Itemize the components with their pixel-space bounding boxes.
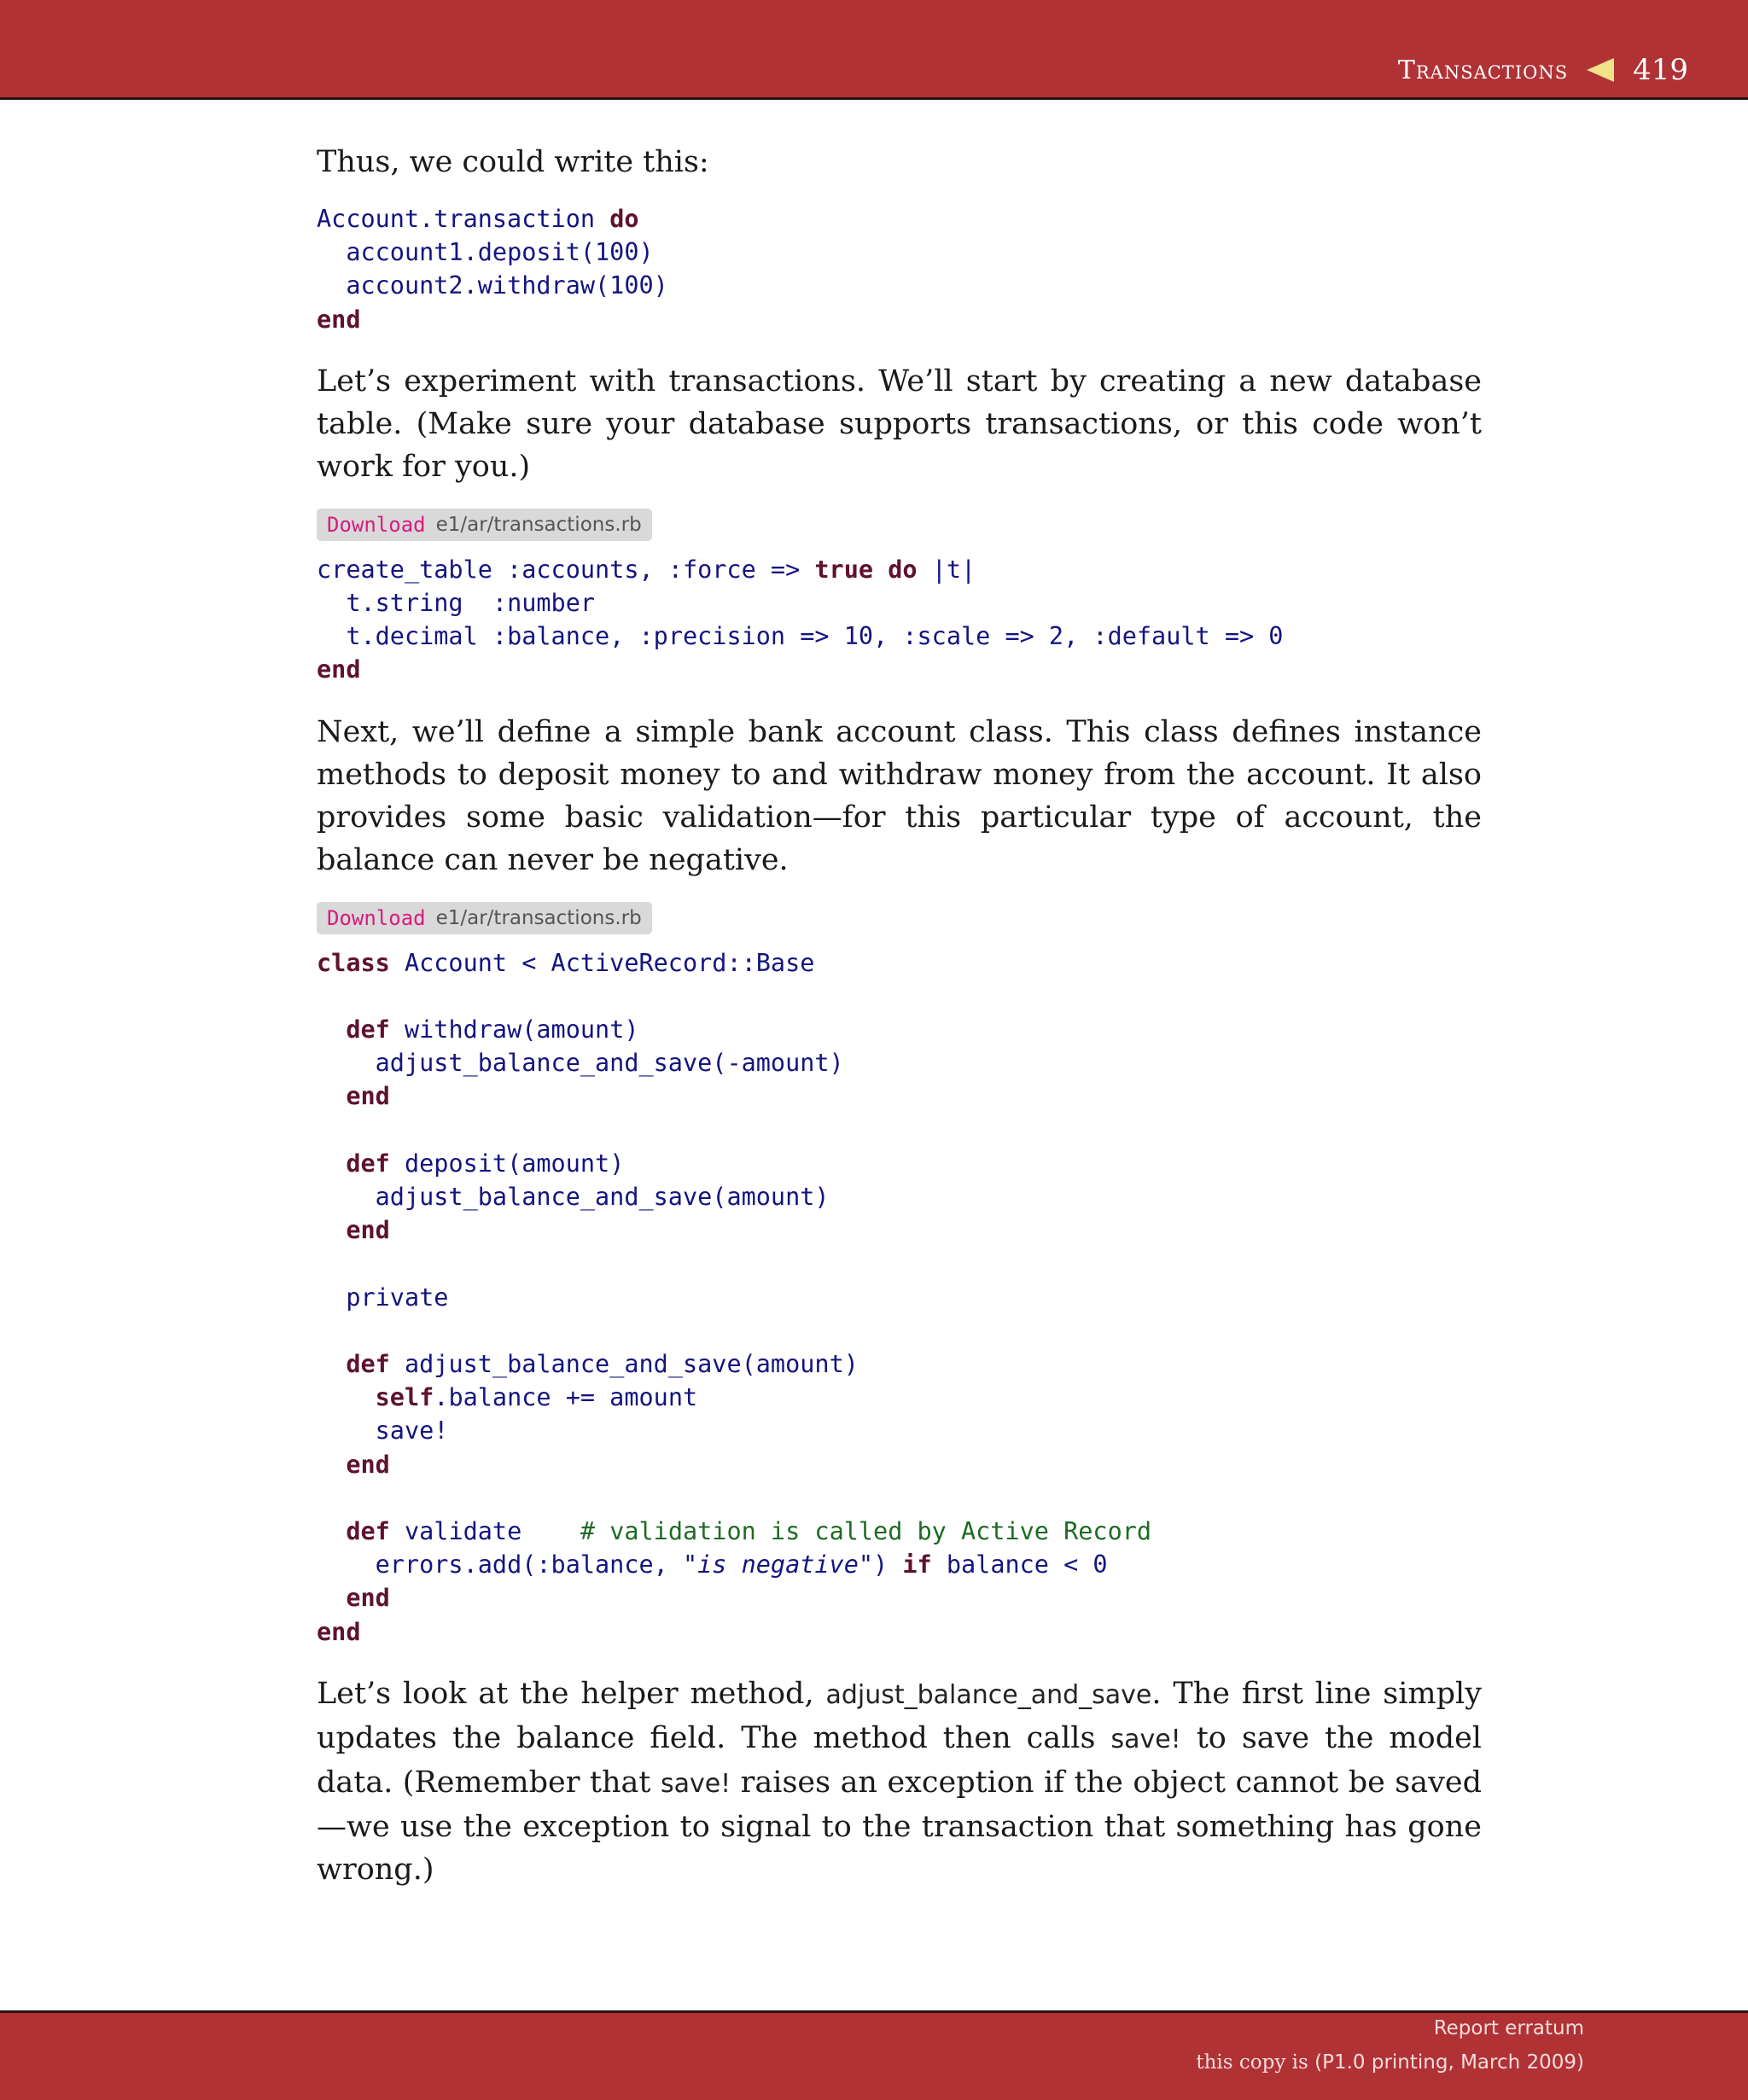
download-label: Download xyxy=(327,905,426,930)
inline-code: save! xyxy=(660,1768,731,1799)
back-arrow-icon[interactable] xyxy=(1587,58,1614,82)
code-keyword: true xyxy=(814,555,874,584)
paragraph-experiment: Let’s experiment with transactions. We’ll start by creating a new database table. (Make sure your database supports transactions, or this code won’t work for you.) xyxy=(317,364,1482,484)
inline-code: save! xyxy=(1110,1724,1181,1754)
code-keyword: end xyxy=(346,1082,390,1111)
code-text: deposit(amount) xyxy=(389,1149,625,1178)
code-block-transaction xyxy=(317,202,1482,336)
download-label: Download xyxy=(327,512,426,537)
code-block-create-table xyxy=(317,553,1482,687)
code-keyword: end xyxy=(346,1584,390,1613)
code-block-account-class xyxy=(317,946,1482,1649)
code-keyword: end xyxy=(346,1216,390,1245)
code-text: adjust_balance_and_save(-amount) xyxy=(375,1049,844,1078)
section-title: Transactions xyxy=(1397,55,1569,85)
code-keyword: def xyxy=(346,1350,390,1379)
paragraph-bank-account: Next, we’ll define a simple bank account class. This class defines instance methods to deposit money to and withdraw money from the account. It also provides some basic validation—for this particular type of account, the balance can never be negative. xyxy=(317,714,1482,877)
code-text: adjust_balance_and_save(amount) xyxy=(389,1350,859,1379)
code-text: withdraw(amount) xyxy=(389,1015,639,1044)
code-text: adjust_balance_and_save(amount) xyxy=(375,1183,830,1212)
download-path: e1/ar/transactions.rb xyxy=(435,513,642,536)
paragraph-intro: Thus, we could write this: xyxy=(317,145,709,179)
code-text: Account.transaction xyxy=(317,205,596,233)
code-text: t.decimal :balance, :precision => 10, :scale => 2, :default => 0 xyxy=(346,622,1284,651)
text-run: to save the model data. (Remember that xyxy=(317,1720,1483,1800)
copy-prefix: this copy is xyxy=(1196,2051,1315,2074)
page-content xyxy=(317,141,1482,1911)
download-path: e1/ar/transactions.rb xyxy=(435,906,642,929)
download-link[interactable] xyxy=(317,509,652,541)
code-text: errors.add(:balance, xyxy=(375,1550,683,1579)
code-text: account2.withdraw(100) xyxy=(346,271,668,300)
text-run: Let’s look at the helper method, xyxy=(317,1676,826,1711)
code-text: save! xyxy=(375,1416,449,1446)
code-text: t.string :number xyxy=(346,589,596,618)
page-number: 419 xyxy=(1633,53,1688,87)
code-keyword: end xyxy=(317,305,361,334)
inline-code: adjust_balance_and_save xyxy=(825,1679,1152,1710)
code-keyword: end xyxy=(317,655,361,684)
code-text: |t| xyxy=(917,555,976,584)
code-keyword: self xyxy=(375,1383,434,1412)
code-text: account1.deposit(100) xyxy=(346,238,654,267)
code-text: .balance += amount xyxy=(434,1383,698,1412)
code-text: create_table :accounts, :force => xyxy=(317,555,815,584)
code-text: balance < 0 xyxy=(931,1550,1108,1579)
code-keyword: def xyxy=(346,1517,390,1546)
printing-info: (P1.0 printing, March 2009) xyxy=(1314,2051,1584,2074)
code-text: validate xyxy=(389,1517,580,1546)
text-run: . The first line simply updates the balance field. The method then calls xyxy=(317,1676,1482,1755)
running-head xyxy=(1398,53,1688,87)
code-text: private xyxy=(346,1283,449,1312)
report-erratum-link[interactable]: Report erratum xyxy=(1433,2017,1584,2039)
code-string: "is negative" xyxy=(682,1550,874,1579)
code-keyword: end xyxy=(346,1450,390,1479)
download-link[interactable] xyxy=(317,902,652,934)
code-text: Account < ActiveRecord::Base xyxy=(389,948,815,977)
copy-info xyxy=(1196,2051,1584,2074)
header-bar xyxy=(0,0,1748,100)
code-keyword: def xyxy=(346,1015,390,1044)
code-keyword: end xyxy=(317,1617,361,1646)
code-text: ) xyxy=(873,1550,903,1579)
code-keyword: if xyxy=(902,1550,932,1579)
code-keyword: def xyxy=(346,1149,390,1178)
code-comment: # validation is called by Active Record xyxy=(580,1517,1152,1546)
paragraph-helper-method xyxy=(317,1672,1482,1891)
code-keyword: do xyxy=(609,205,639,233)
code-keyword: class xyxy=(317,948,390,977)
text-run: raises an exception if the object cannot be saved—we use the exception to signal to the transaction that something has gone wrong.) xyxy=(317,1765,1482,1887)
code-keyword: do xyxy=(888,555,918,584)
